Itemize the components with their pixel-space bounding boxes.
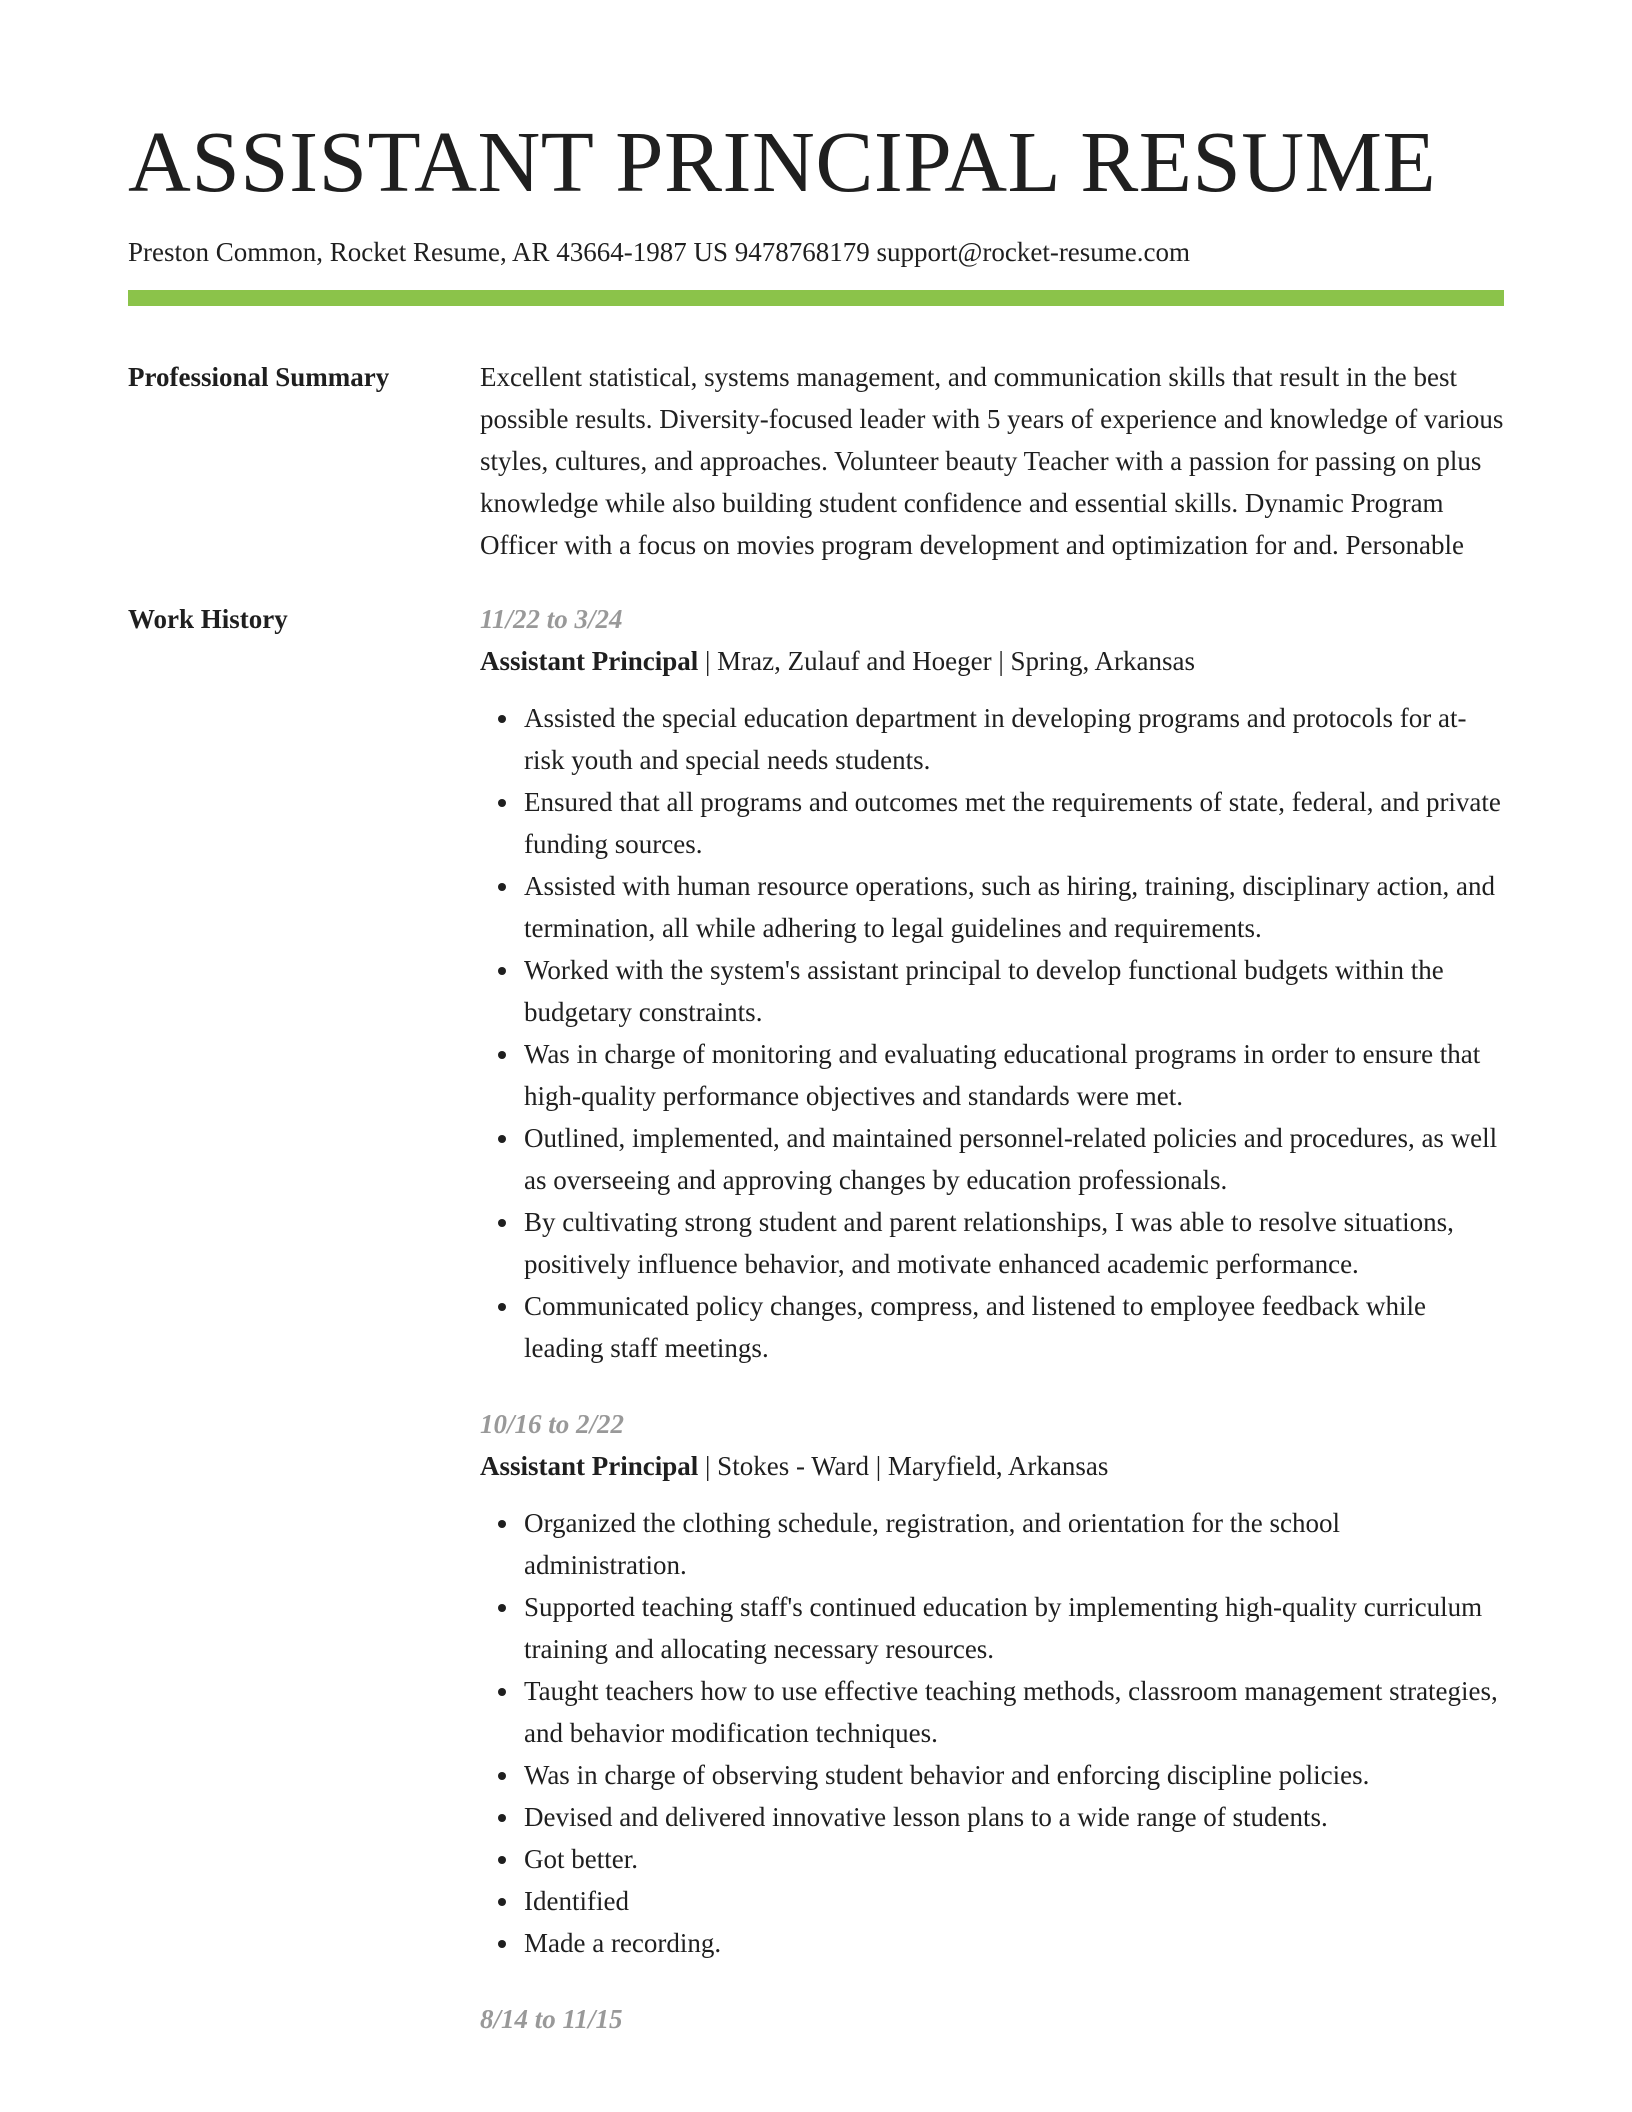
job-bullet-list bbox=[480, 697, 1504, 1369]
job-bullet: Made a recording. bbox=[524, 1922, 1504, 1964]
summary-text: Excellent statistical, systems management, and communication skills that result in the best possible results. Diversity-focused leader with 5 years of experience and knowledge of various styles, cultures, and approaches. Volunteer beauty Teacher with a passion for passing on plus knowledge while also building student confidence and essential skills. Dynamic Program Officer with a focus on movies program development and optimization for and. Personable bbox=[480, 362, 1504, 561]
job-bullet: Assisted with human resource operations, such as hiring, training, disciplinary action, and termination, all while adhering to legal guidelines and requirements. bbox=[524, 865, 1504, 949]
section-label: Work History bbox=[128, 604, 288, 635]
job-bullet: Taught teachers how to use effective teaching methods, classroom management strategies, and behavior modification techniques. bbox=[524, 1670, 1504, 1754]
job-details: | Mraz, Zulauf and Hoeger | Spring, Arkansas bbox=[698, 646, 1195, 677]
job-bullet-list bbox=[480, 1502, 1504, 1964]
job-heading bbox=[480, 1445, 1504, 1487]
job-bullet: Assisted the special education department in developing programs and protocols for at-risk youth and special needs students. bbox=[524, 697, 1504, 781]
job-bullet: Ensured that all programs and outcomes met the requirements of state, federal, and private funding sources. bbox=[524, 781, 1504, 865]
job-bullet: Communicated policy changes, compress, and listened to employee feedback while leading staff meetings. bbox=[524, 1285, 1504, 1369]
job-bullet: Organized the clothing schedule, registration, and orientation for the school administration. bbox=[524, 1502, 1504, 1586]
job-bullet: Identified bbox=[524, 1880, 1504, 1922]
professional-summary-section bbox=[128, 356, 1504, 566]
resume-title: ASSISTANT PRINCIPAL RESUME bbox=[128, 113, 1437, 210]
section-body bbox=[480, 356, 1504, 566]
job-entry bbox=[480, 598, 1504, 1369]
accent-divider bbox=[128, 290, 1504, 306]
job-dates: 8/14 to 11/15 bbox=[480, 2004, 623, 2035]
job-title: Assistant Principal bbox=[480, 1451, 699, 1482]
job-bullet: Devised and delivered innovative lesson plans to a wide range of students. bbox=[524, 1796, 1504, 1838]
job-bullet: Was in charge of observing student behavior and enforcing discipline policies. bbox=[524, 1754, 1504, 1796]
job-entry bbox=[480, 1998, 1504, 2040]
job-bullet: By cultivating strong student and parent relationships, I was able to resolve situations, positively influence behavior, and motivate enhanced academic performance. bbox=[524, 1201, 1504, 1285]
job-details: | Stokes - Ward | Maryfield, Arkansas bbox=[698, 1451, 1109, 1482]
job-bullet: Got better. bbox=[524, 1838, 1504, 1880]
section-label: Professional Summary bbox=[128, 362, 390, 393]
contact-line: Preston Common, Rocket Resume, AR 43664-1987 US 9478768179 support@rocket-resume.com bbox=[128, 237, 1191, 267]
job-bullet: Outlined, implemented, and maintained personnel-related policies and procedures, as well as overseeing and approving changes by education professionals. bbox=[524, 1117, 1504, 1201]
job-dates: 11/22 to 3/24 bbox=[480, 604, 623, 635]
job-title: Assistant Principal bbox=[480, 646, 699, 677]
job-bullet: Supported teaching staff's continued education by implementing high-quality curriculum training and allocating necessary resources. bbox=[524, 1586, 1504, 1670]
job-bullet: Worked with the system's assistant principal to develop functional budgets within the budgetary constraints. bbox=[524, 949, 1504, 1033]
job-dates: 10/16 to 2/22 bbox=[480, 1409, 625, 1440]
job-entry bbox=[480, 1403, 1504, 1964]
work-history-section bbox=[128, 598, 1504, 2074]
job-bullet: Was in charge of monitoring and evaluating educational programs in order to ensure that high-quality performance objectives and standards were met. bbox=[524, 1033, 1504, 1117]
job-heading bbox=[480, 640, 1504, 682]
section-body bbox=[480, 598, 1504, 2074]
